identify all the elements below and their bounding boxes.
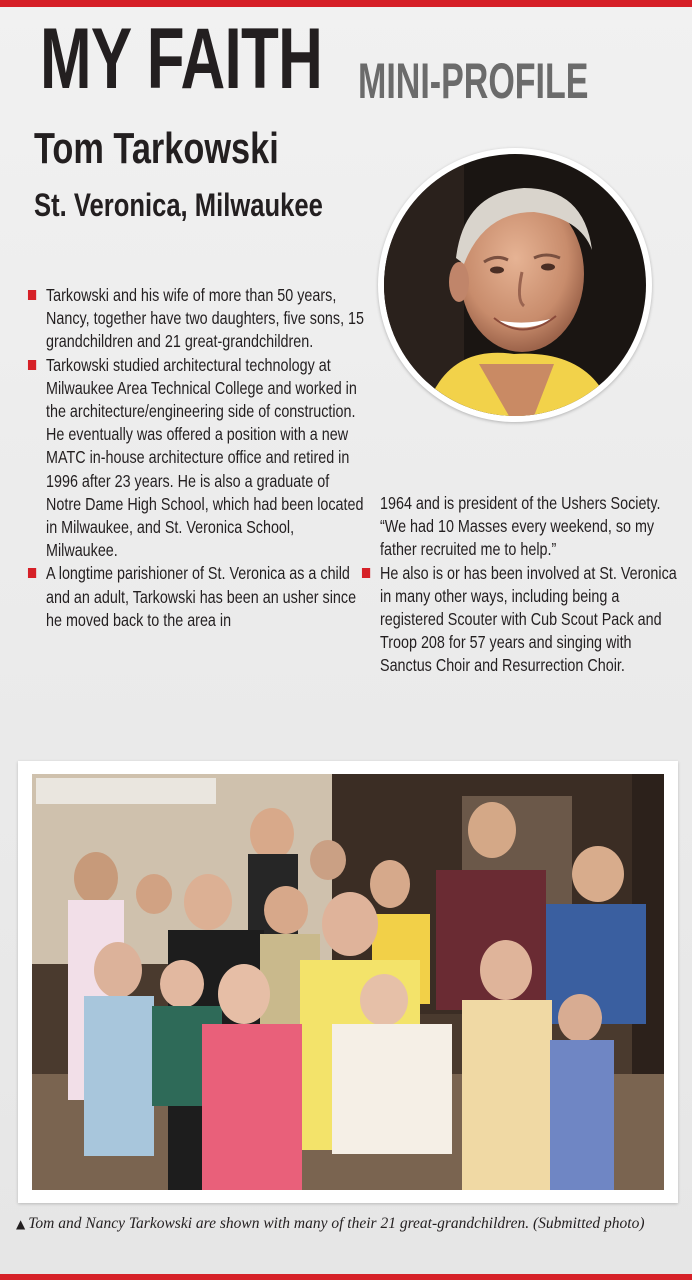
portrait-illustration [384,154,646,416]
bottom-accent-bar [0,1274,692,1280]
bio-paragraph: A longtime parishioner of St. Veronica as a child and an adult, Tarkowski has been an usher since he moved back to the area in [46,562,366,632]
bio-paragraph-continued: 1964 and is president of the Ushers Society. “We had 10 Masses every weekend, so my father recruited me to help.” [380,493,661,560]
triangle-up-icon: ▲ [16,1217,26,1231]
family-photo-illustration [32,774,664,1190]
section-title: MY FAITH [40,11,323,107]
bio-paragraph: He also is or has been involved at St. Veronica in many other ways, including being a registered Scouter with Cub Scout Pack and Troop 208 for 57 years and singing with Sanctus Choir and Resurrection Choir. [380,562,680,678]
bullet-square-icon [28,568,36,578]
bio-right-column [380,492,680,678]
section-subtitle: MINI-PROFILE [358,53,589,109]
portrait-photo [378,148,652,422]
bio-left-column [46,284,366,632]
photo-caption [16,1214,676,1234]
bullet-square-icon [362,568,370,578]
bullet-square-icon [28,360,36,370]
caption-text: Tom and Nancy Tarkowski are shown with many of their 21 great-grandchildren. (Submitted photo) [28,1215,645,1232]
bio-paragraph: Tarkowski and his wife of more than 50 years, Nancy, together have two daughters, five sons, 15 grandchildren and 21 great-grandchildren. [46,284,366,354]
family-photo [18,761,678,1203]
profile-parish: St. Veronica, Milwaukee [34,187,323,223]
top-accent-bar [0,0,692,7]
masthead [40,11,589,109]
bullet-square-icon [28,290,36,300]
bio-paragraph: Tarkowski studied architectural technology at Milwaukee Area Technical College and worked in the architecture/engineering side of construction. He eventually was offered a position with a new MATC in-house architecture office and retired in 1996 after 23 years. He is also a graduate of Notre Dame High School, which had been located in Milwaukee, and St. Veronica School, Milwaukee. [46,354,366,563]
profile-name: Tom Tarkowski [34,124,279,173]
